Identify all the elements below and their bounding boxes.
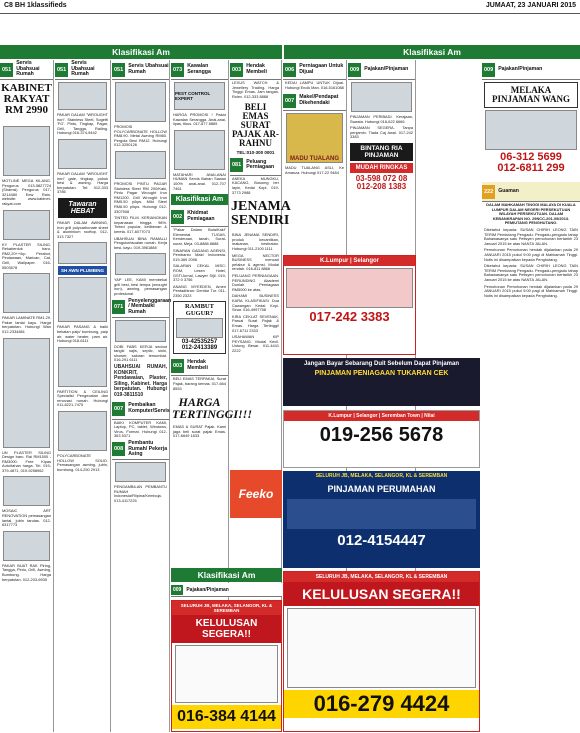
classified-item: PAKAR DALAM "WROUGHT iron". Stainless Steel, Sogetti 'FG'. Pintu, Tingkap, Pagar, Grill, Tangga, Railing. Hubungi 016-374-9442 (57, 112, 108, 136)
column-3 (112, 60, 170, 732)
loan-phone-1: 03-598 072 08 (355, 173, 408, 183)
classified-item: MATAHARI ANAI-ANAI HUMAN Servis Bahan Sawan 100% anai-anai. 012-707 7461 (173, 171, 226, 191)
hair-loss-phone: 03-42535257 012-2413389 (181, 339, 218, 352)
loan-phone-7: 016-279 4424 (284, 690, 479, 718)
classified-item: MEGA NECTOR BUSINESS mencari pelabur & agensi. Modal rendah. 016-811 8866 (232, 252, 279, 272)
classified-item: KIRA CEKLAT SEVENAK, Paruai Surat Pajak & Emas. Harga Tertinggi! 017-6711 2333 (232, 313, 279, 333)
legal-notice-body: Pemohonan Pemohonan hendak dijalankan pada 29 JANUARI 2015 pukul 9:00 pagi di Mahkamah Tinggi. Notis ini disampaikan kepada Penghutang. (484, 283, 578, 298)
legal-notice-body: Pemohonan Pemohonan hendak dijalankan pada 29 JANUARI 2015 pukul 9:00 pagi di Mahkamah Tinggi. Notis ini disampaikan kepada Penghutang. (484, 247, 578, 262)
pinjaman-perumahan-ad (283, 471, 480, 568)
legal-notice-body: Diketahui kepada: SUSAN CHIRIH LEONG TAIN TERIM Pemiutang Pengadu. Pengadu-pengadu tahap Bahawasanya satu Petisyen pemohonan bertarikh 23 Januari 2015 ke atas NANTA JALAN. (484, 263, 578, 282)
classified-item: MOSAIC ART RENOVATION pemasangan lantai, jubin tandas. 012-6317773 (2, 508, 51, 528)
category-header: 071 Penyelenggaraan / Membaiki Rumah (112, 298, 169, 318)
loan-phone-4: 019-256 5678 (319, 424, 444, 446)
classified-item: MOTLINE MEGA KILANG. Pengurus 013-5827724 (Shamsi) Pengurus 017-3214460 Eew Rain. website: www.kabinet-rakyat.com (2, 178, 51, 206)
classified-item: PAKAR PASANG & baiki bekalan paip/ bumbung, paip air, water heater, pam air. Hubungi 018-6111 (57, 324, 108, 344)
awning-photo (115, 82, 166, 122)
legal-notice-body: Diketahui kepada: SUSAN CHIRIH LEONG TAIN TERIM Pemiutang Pengadu. Pengadu-pengadu tahap Bahawasanya satu Petisyen pemohonan bertarikh 23 Januari 2015 ke atas NANTA JALAN. (484, 226, 578, 246)
section-banner-bottom: Klasifikasi Am (171, 568, 282, 582)
category-header: 007 Makel/Pendapat Dikehendaki (283, 91, 346, 111)
classified-item: KY PLASTER SILING. Rekabentuk baru. RM2,20++/kp. Perabot, Pindawaan, Marican, Cat, Grill, Wallpaper. 016-5503578 (2, 241, 51, 270)
classified-item: PINJAMAN PERIBADI. Kerajaan, Swasta. Hubungi 016-622 6666 (350, 114, 413, 124)
kelulusan-segera-ad-1 (171, 600, 282, 732)
loan-phone-6: 016-384 4144 (172, 705, 281, 729)
classified-item: UBAHSUAI BINA RAMALLI Pengubahsuaian rumah. Kerja besi, kayu. 019-3961888 (114, 235, 167, 250)
classified-item: TINTED FILM. KERIANGKAN kepanasan hingga 98%. Tinted popular, ketibenan & kereta. 017-6077073 (114, 215, 167, 234)
seremban-header: K.Lumpur | Selangor | Seremban Town | Nilai (284, 411, 479, 421)
harga-tertinggi-ad: HARGA TERTINGGI!!! (172, 395, 253, 422)
section-banner-right: Klasifikasi Am (284, 45, 580, 59)
termite-photo (174, 130, 225, 170)
classified-item: PAKAR LAMINATE RM1.29. Pakar lantai kayu. Harga berpatutan. Hubungi Wan 012-2334861 (2, 315, 51, 334)
section-banner: Klasifikasi Am (171, 194, 228, 205)
category-header: 222 Guaman (482, 182, 580, 202)
kelulusan-segera-ad-2 (283, 571, 480, 732)
rack-photo (3, 531, 50, 561)
classified-item: PROMOSI POLYCARBONATE HOLLOW RM8.90. Metal Awning RM60. Pergola Besi RM12. Hubungi 012-3250126 (114, 124, 167, 148)
kitchen-photo (3, 126, 50, 176)
classified-item: SINARAN GADANG AGENSI, Pembantu Maid Indonesia. 019-369 2096 (173, 247, 226, 262)
classified-item: POLYCARBONATE HOLLOW SOLID. Pemasangan awning, jubin, bumbung. 014-250 2913 (57, 453, 108, 472)
category-header: 007 Pembaikan Komputer/Servis (112, 400, 169, 420)
category-header: 008 Pembantu Rumah/ Pekerja Asing (112, 440, 169, 460)
cash-photo (286, 268, 413, 308)
grill-photo (115, 253, 166, 275)
hair-loss-title: RAMBUT GUGUR? (185, 303, 214, 317)
polycarbonate-photo (58, 411, 107, 451)
classified-item: HARGA PROMOSI ! Pakar Kawalan Serangga. Anai-anai, lipas, tikus. 017-877 8869 (173, 112, 226, 127)
classified-item: PROMOSI PINTU PAGAR Stainless Steel RM 200/Kaki, Pintu Pagar Wrought Iron RM1200. Grill Wrought Iron RM5.50 p/kps. Mild Steel RM6.50 p/kps. Hubungi 012-3307508 (114, 180, 167, 214)
category-header: 009 Pajakan/Pinjaman (171, 583, 282, 597)
classified-item: ANANG MYEEDEN, Amen Pentadbiran: Dentiar Tur. 011-2350 2323 (173, 283, 226, 298)
classified-item: BINA JENAMA SENDIRI, produk kecantikan, makanan, kesihatan. Hubungi 011-2100 1111 (232, 232, 279, 252)
feeko-logo: Feeko (238, 487, 274, 501)
kl-selangor-loan-ad (283, 255, 416, 355)
classified-item: YAP LEE, KAMI membekal grill besi, besi tempa (wrought iron), awning, pemasangan profesional. (114, 277, 167, 297)
plumbing-photo (58, 277, 107, 322)
category-header: 073 Kawalan Serangga (171, 60, 228, 80)
hair-photo (176, 318, 223, 338)
classified-item: DOBI FABS KERJA sedoot tangki najis, septic, sinki, shower, saluran tersumbat. 016-291 6111 (114, 343, 167, 363)
plumbing-logo: SH AWN PLUMBING (58, 266, 107, 275)
laminate-photo (3, 273, 50, 313)
category-header: 009 Pajakan/Pinjaman (348, 60, 415, 80)
kelulusan-title: KELULUSAN SEGERA!! (172, 615, 281, 643)
classified-item: DAHAMI BUSINESS KARA KLASIFIKASI Dua Cawangan Kedai Kopi. Sinar. 016-4997758 (232, 293, 279, 313)
classified-item: MADU TUALANG ASLI, Ke Amanza. Hubungi 017-22 9484 (285, 165, 344, 175)
melaka-pinjaman-ad: MELAKA PINJAMAN WANG (484, 82, 578, 108)
classified-item: SALARAN CEKAL MISC: ROM, Lesen Hotel, GST/Jurnal, Lawyer Sijil. 019-372 0 3756 (173, 263, 226, 283)
category-header: 003 Hendak Membeli (171, 356, 228, 376)
tawaran-hebat-logo: Tawaran HEBAT (58, 198, 107, 218)
category-header: 003 Hendak Membeli (230, 60, 281, 80)
classified-item: UN PLASTER SILING Design baru. Rai RM1500 - RM3000. Free Kipas Auto/tahan harga. Tel. 019-379-4871, 019-9258962 (2, 449, 51, 473)
jangan-bayar-text: Jangan Bayar Sebarang Duit Sebelum Dapat Pinjaman (303, 361, 460, 367)
section-banner-left: Klasifikasi Am (0, 45, 282, 59)
mosaic-photo (3, 476, 50, 506)
category-header: 009 Pajakan/Pinjaman (482, 60, 580, 80)
classified-item: ANEKA MUNGKU, KACANG, Bosomg ber layin, Kedai Kopi. 019-3773 2988 (232, 175, 279, 195)
kelulusan-title: KELULUSAN SEGERA!! (284, 582, 479, 606)
classified-item: PELUANG PERNIAGAAN. PERUNDING Akademi Duniah Perniagaan RM5000 ke atas. (232, 273, 279, 292)
partition-photo (58, 347, 107, 387)
madu-tualang-photo: MADU TUALANG (286, 113, 343, 163)
hair-loss-ad (173, 301, 226, 354)
classified-item: USAHAWAN KIP PEYSANG. Modal Kecil. Untung Besar. 011-4441 2222 (232, 334, 279, 353)
loan-phone-5: 012-4154447 (337, 532, 426, 549)
category-header: 002 Khidmat Pemiagaan (171, 207, 228, 227)
ceiling-design-photo (3, 338, 50, 448)
maid-photo (115, 462, 166, 482)
jangan-bayar-ad (283, 358, 480, 406)
ceiling-photo (3, 210, 50, 240)
area-header: SELURUH JB, MELAKA, SELANGOR, KL & SEREMBAN (172, 601, 281, 615)
classified-item: EMAS & SURAT Pajak. Kami jaga beli surat pajak Emas. 017-6649 1833 (173, 424, 226, 439)
pinjaman-perumahan-title: PINJAMAN PERUMAHAN (327, 484, 436, 494)
category-header: 051 Servis Ubahsuai Rumah (112, 60, 169, 80)
column-2 (55, 60, 111, 732)
melaka-phone-2: 012-6811 299 (497, 162, 565, 174)
column-8 (482, 60, 580, 732)
category-header: 051 Servis Ubahsuai Rumah (0, 60, 53, 80)
kabinet-ad-title: KABINET RAKYAT RM 2990 (1, 82, 52, 116)
category-header: 081 Peluang Perniagaan (230, 156, 281, 176)
classified-item: PAKAR DALAM "WROUGHT iron" gate, tingkap, pokok besi & awning. Harga berpatutan. Tel: 012-333 3786 (57, 170, 108, 195)
classified-item: BAIKI KOMPUTER KAMI, Laptop, PC, tablet, Windows, Virus, Format. Hubungi 012-363 5371 (114, 419, 167, 439)
pest-control-logo: PEST CONTROL EXPERT (174, 82, 225, 110)
plumbing-photo (115, 320, 166, 342)
classified-item: BELI EMAS TERPAKAI, Surat Pajak, barang kemas. 017-664 8553 (173, 376, 226, 391)
loan-table (287, 608, 476, 688)
mudah-ringkas-ad: MUDAH RINGKAS (350, 163, 413, 173)
classified-item: KEDAI LAMPU UNTUK Dijual. Hubungi Encik Man. 016-5161088 (285, 80, 344, 90)
classified-item: PARTITION & CEILING Specialist Pengecatan dan renovasi rumah. Hubungi 011-8221-7475 (57, 388, 108, 408)
classified-item: PAKAR BUAT RAK Piring, Tangga, Pintu, Grill, Awning, Bumbung. Harga berpatutan. 012-203-6935 (2, 562, 51, 582)
gate-photo (58, 82, 107, 110)
seremban-loan-ad (283, 410, 480, 468)
seluruh-jb-header: SELURUH JB, MELAKA, SELANGOR, KL & SEREMBAN (315, 473, 448, 479)
loan-table (175, 645, 278, 703)
beli-emas-phone: TEL:010-300 0001 (236, 150, 275, 156)
car-photo (351, 82, 412, 112)
kl-selangor-header: K.Lumpur | Selangor (284, 256, 415, 266)
loan-phone-3: 017-242 3383 (309, 309, 390, 324)
bintang-ria-ad: BINTANG RIA PINJAMAN (350, 143, 413, 161)
category-header: 051 Servis Ubahsuai Rumah (55, 60, 110, 80)
money-photo (485, 110, 577, 150)
melaka-phone-1: 06-312 5699 (500, 151, 562, 163)
page-header (0, 0, 580, 14)
jenama-sendiri-ad: JENAMA SENDIRI (231, 199, 291, 229)
house-photo (287, 499, 476, 529)
classified-item: PINJAMAN SEGERA. Tanpa penjamin. Tiada Caj Awal. 017-242 3383 (350, 125, 413, 140)
classified-item: "Pakar Dalam Bola/Kaki" Elemental. TUGAS, Kenderaan, tanah, Surat-surat, Meja. 03-8888 8888 (173, 227, 226, 246)
awning-photo (58, 242, 107, 264)
area-header: SELURUH JB, MELAKA, SELANGOR, KL & SEREMBAN (284, 572, 479, 582)
feeko-ad (230, 470, 282, 518)
gate-photo (115, 151, 166, 179)
beli-emas-ad: BELI EMAS SURAT PAJAK AR-RAHNU (231, 102, 280, 149)
wrought-iron-photo (58, 139, 107, 169)
classified-item: LEXUS WATCH & Jewellery Trading. Harga Tinggi: Emas, Jam tangan, Rolex. 012-333 8888 (232, 80, 279, 99)
classified-item: UBAHSUAI RUMAH, KONKRIT, Pendawaian, Plaster, Siling, Kabinet. Harga berpatutan. Hubungi 019-3811510 (114, 364, 167, 398)
loan-phone-2: 012-208 1383 (356, 181, 407, 191)
classified-item: PAKAR DALAM AWNING, Iron grill polycarbonate sheet & aluminium rooftop. 012-313 7327 (57, 219, 108, 239)
pinjaman-tukaran-cek: PINJAMAN PENIAGAAN TUKARAN CEK (314, 370, 449, 377)
category-header: 006 Perniagaan Untuk Dijual (283, 60, 346, 80)
classified-item: PENGAMBILAN PEMBANTU RUMAH Indonesia/Filipina/Kemboja. 013-4117225 (114, 483, 167, 503)
legal-notice-heading: DALAM MAHKAMAH TINGGI MALAYA DI KUALA LUMPUR DALAM NEGERI PERSEKUTUAN WILAYAH PERSEKUTUAN. DALAM KEBANKRAPAN NO. 29NCC-201-09/2013. PEMIUTANG PENGHUTANG. (486, 202, 576, 226)
header-date: JUMAAT, 23 JANUARI 2015 (485, 2, 576, 9)
column-1 (0, 60, 54, 732)
header-left: C8 BH 1klassifieds (4, 2, 67, 9)
